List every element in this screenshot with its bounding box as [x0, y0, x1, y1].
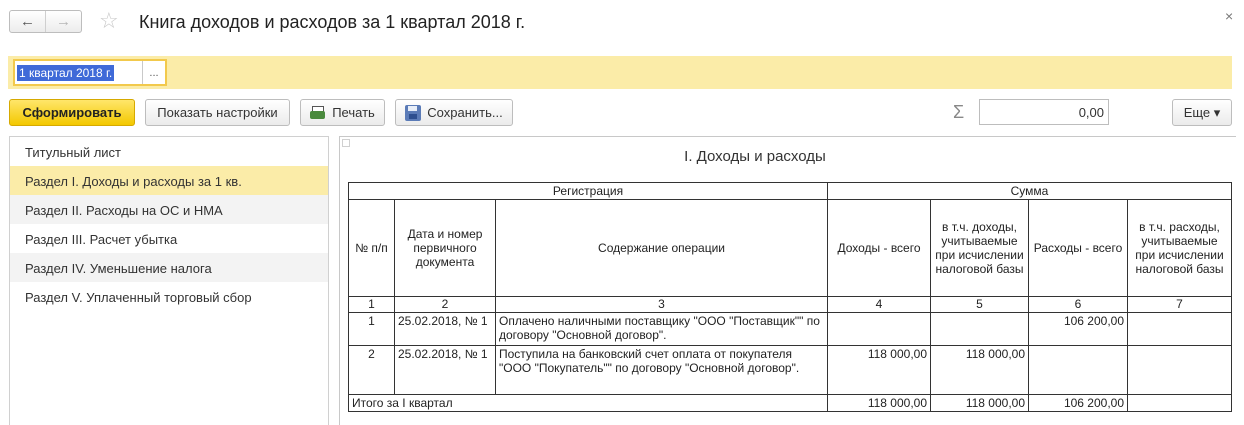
show-settings-label: Показать настройки	[157, 105, 278, 120]
row-expense-tax	[1128, 313, 1232, 346]
sum-field[interactable]: 0,00	[979, 99, 1109, 125]
forward-button[interactable]	[45, 11, 81, 32]
total-income-total: 118 000,00	[828, 395, 931, 412]
column-number: 7	[1128, 297, 1232, 313]
section-item-title-page[interactable]: Титульный лист	[25, 145, 122, 160]
column-number: 6	[1029, 297, 1128, 313]
col-header-num: № п/п	[349, 200, 395, 297]
report-document	[339, 136, 1236, 425]
back-button[interactable]	[10, 11, 45, 32]
total-income-tax: 118 000,00	[931, 395, 1029, 412]
row-income-tax	[931, 313, 1029, 346]
col-header-expense-total: Расходы - всего	[1029, 200, 1128, 297]
col-header-income-tax: в т.ч. доходы, учитываемые при исчислении налоговой базы	[931, 200, 1029, 297]
col-header-content: Содержание операции	[496, 200, 828, 297]
table-column-header-row	[349, 200, 1232, 297]
row-content: Поступила на банковский счет оплата от покупателя "ООО "Покупатель"" по договору "Основной договор".	[496, 346, 828, 395]
arrow-right-icon: →	[56, 13, 71, 30]
row-num: 1	[349, 313, 395, 346]
floppy-disk-icon	[405, 105, 421, 121]
row-content: Оплачено наличными поставщику "ООО "Поставщик"" по договору "Основной договор".	[496, 313, 828, 346]
save-label: Сохранить...	[427, 105, 503, 120]
column-number: 1	[349, 297, 395, 313]
period-field	[13, 59, 167, 86]
row-income-total	[828, 313, 931, 346]
report-table	[348, 182, 1232, 412]
print-label: Печать	[332, 105, 375, 120]
row-expense-tax	[1128, 346, 1232, 395]
title-bar	[0, 0, 1244, 46]
row-income-total: 118 000,00	[828, 346, 931, 395]
row-date: 25.02.2018, № 1	[395, 346, 496, 395]
col-header-date: Дата и номер первичного документа	[395, 200, 496, 297]
toolbar	[0, 99, 1244, 127]
save-button[interactable]	[395, 99, 513, 126]
period-bar	[8, 56, 1232, 89]
total-expense-total: 106 200,00	[1029, 395, 1128, 412]
section-item-1[interactable]: Раздел I. Доходы и расходы за 1 кв.	[10, 166, 328, 195]
period-select-button[interactable]: ...	[142, 61, 165, 84]
generate-button-label: Сформировать	[22, 105, 122, 120]
page-title: Книга доходов и расходов за 1 квартал 2018 г.	[139, 12, 526, 32]
row-num: 2	[349, 346, 395, 395]
show-settings-button[interactable]	[145, 99, 290, 126]
more-label: Еще ▾	[1183, 104, 1221, 120]
table-row[interactable]	[349, 346, 1232, 395]
row-expense-total: 106 200,00	[1029, 313, 1128, 346]
sum-header: Сумма	[828, 183, 1232, 200]
section-item-3[interactable]: Раздел III. Расчет убытка	[25, 232, 178, 247]
period-input[interactable]	[15, 61, 142, 84]
sigma-icon: Σ	[953, 102, 965, 122]
table-row[interactable]	[349, 313, 1232, 346]
total-row[interactable]	[349, 395, 1232, 412]
registration-header: Регистрация	[349, 183, 828, 200]
more-button[interactable]	[1172, 99, 1232, 126]
generate-button[interactable]	[9, 99, 135, 126]
column-number: 4	[828, 297, 931, 313]
period-value: 1 квартал 2018 г.	[19, 66, 113, 80]
row-date: 25.02.2018, № 1	[395, 313, 496, 346]
arrow-left-icon: ←	[20, 13, 35, 30]
section-item-5[interactable]: Раздел V. Уплаченный торговый сбор	[25, 290, 252, 305]
col-header-income-total: Доходы - всего	[828, 200, 931, 297]
column-numbers-row	[349, 297, 1232, 313]
navigation-buttons	[9, 10, 82, 33]
printer-icon	[310, 105, 326, 121]
favorite-star-icon[interactable]: ☆	[99, 8, 119, 33]
document-corner-marker	[342, 139, 350, 147]
section-item-4[interactable]: Раздел IV. Уменьшение налога	[10, 253, 328, 282]
section-item-2[interactable]: Раздел II. Расходы на ОС и НМА	[10, 195, 328, 224]
column-number: 2	[395, 297, 496, 313]
total-label: Итого за I квартал	[349, 395, 828, 412]
row-expense-total	[1029, 346, 1128, 395]
row-income-tax: 118 000,00	[931, 346, 1029, 395]
col-header-expense-tax: в т.ч. расходы, учитываемые при исчислении налоговой базы	[1128, 200, 1232, 297]
report-heading: I. Доходы и расходы	[684, 148, 826, 165]
total-expense-tax	[1128, 395, 1232, 412]
table-group-header-row	[349, 183, 1232, 200]
column-number: 5	[931, 297, 1029, 313]
print-button[interactable]	[300, 99, 385, 126]
sections-list	[9, 136, 329, 425]
column-number: 3	[496, 297, 828, 313]
close-icon[interactable]: ×	[1225, 8, 1234, 24]
